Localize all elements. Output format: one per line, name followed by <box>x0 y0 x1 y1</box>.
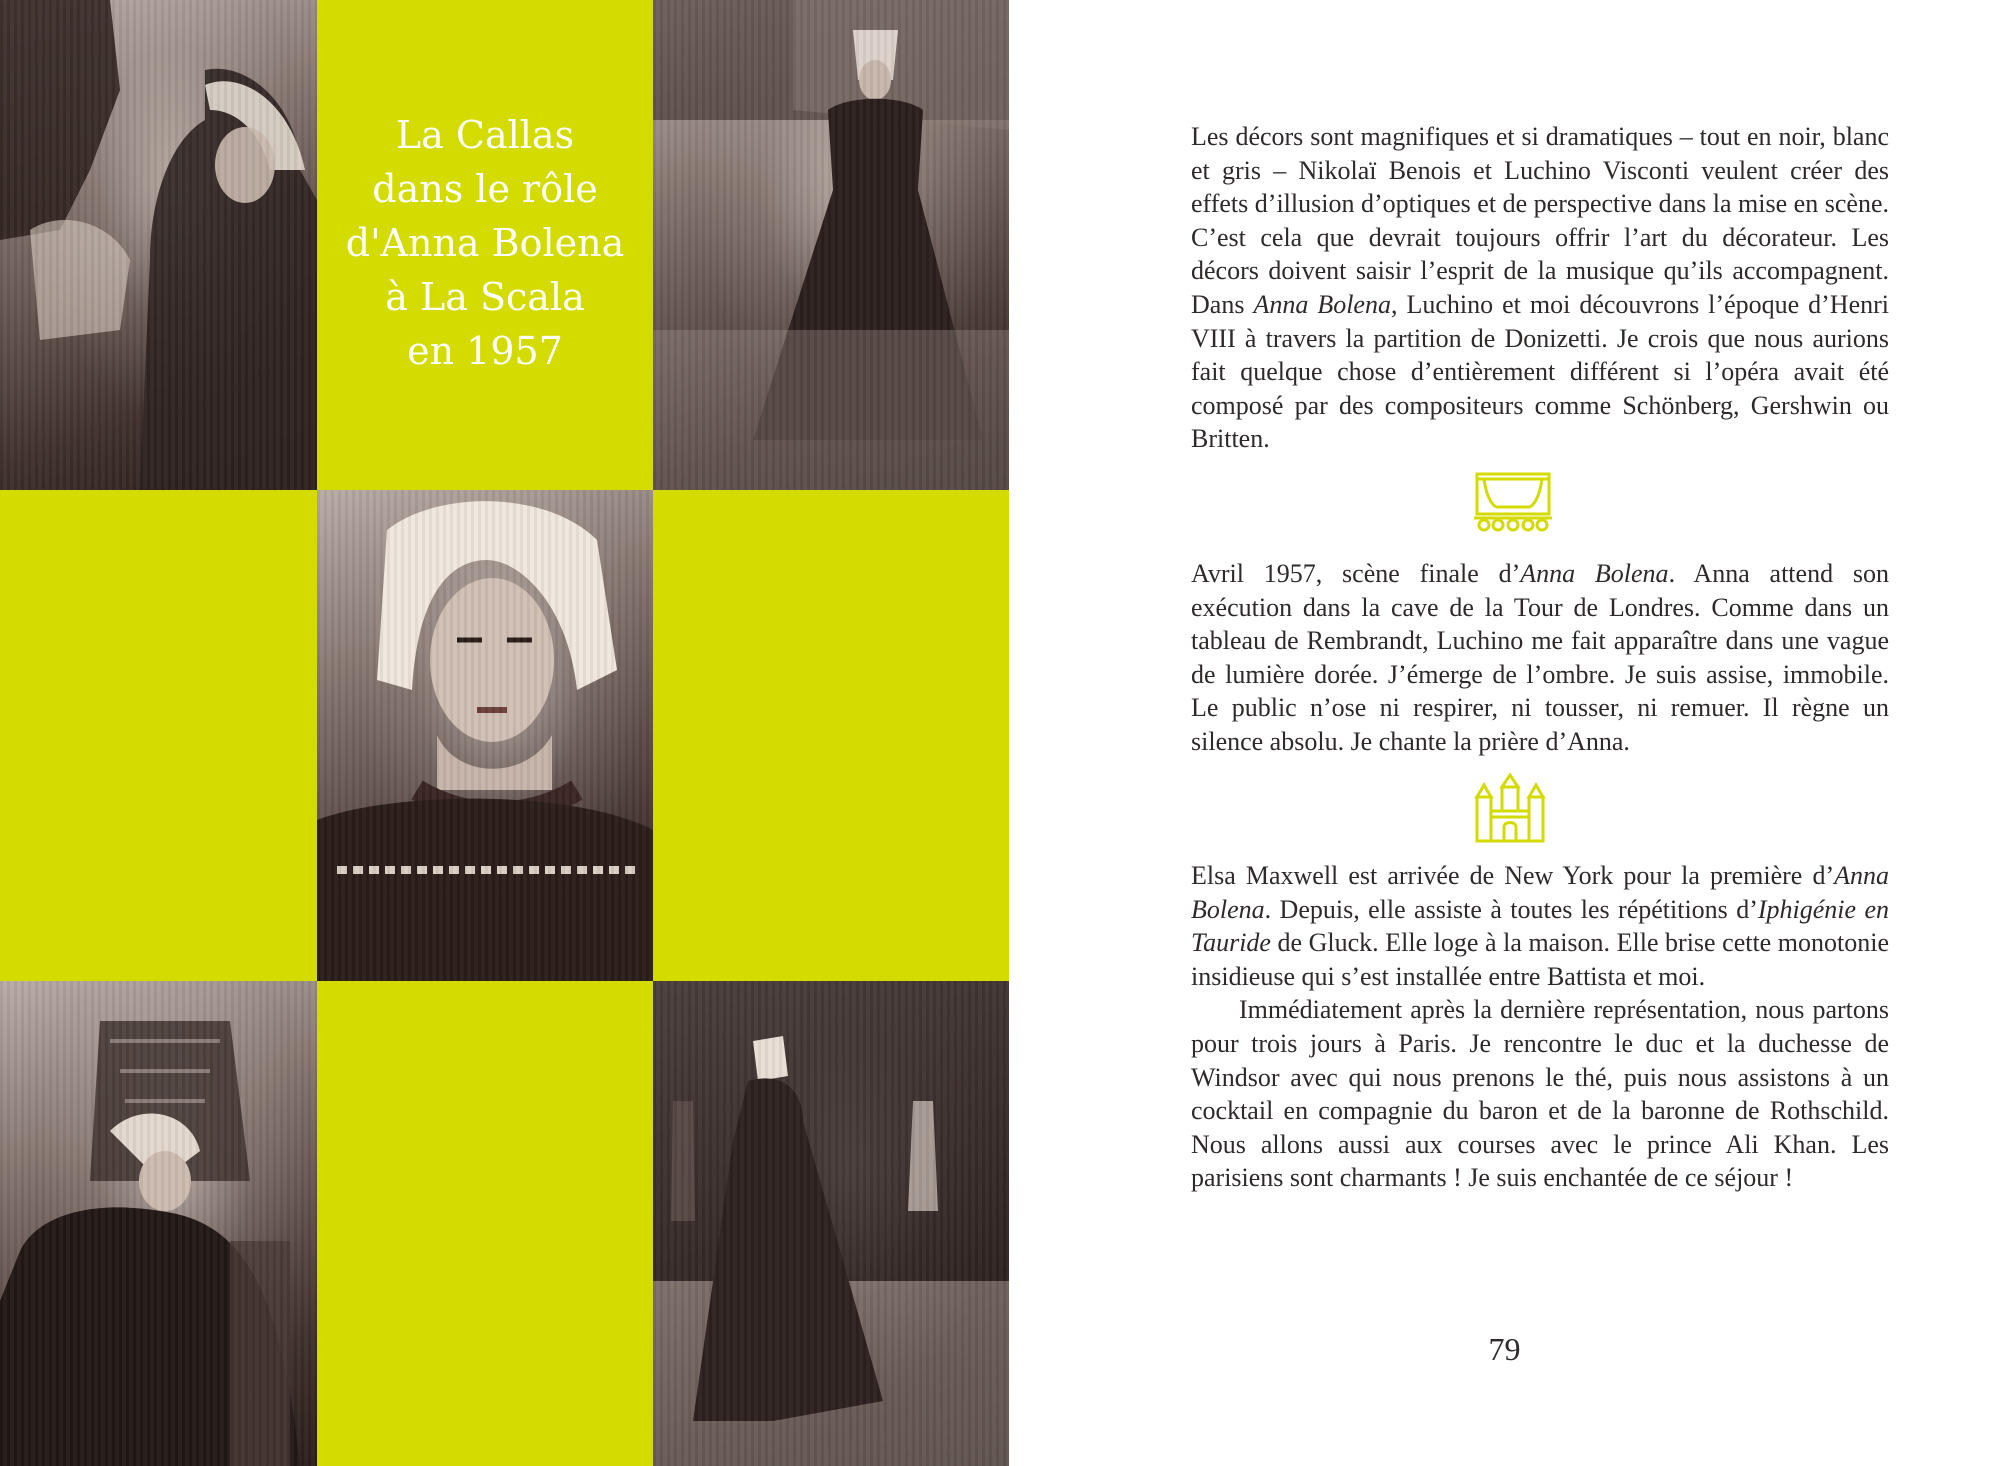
color-block <box>653 490 1009 981</box>
photo-callas-full-gown <box>653 0 1009 490</box>
photo-silhouette <box>653 0 1009 490</box>
caption-line: dans le rôle <box>372 167 598 211</box>
photo-callas-closeup <box>317 490 653 981</box>
text-block-final-scene <box>1191 557 1889 759</box>
photo-silhouette <box>0 981 317 1466</box>
paragraph-paris-trip: Immédiatement après la dernière représentation, nous partons pour trois jours à Paris. Je rencontre le duc et la duchesse de Windsor avec qui nous prenons le thé, puis nous assistons à un cocktail en compagnie du baron et de la baronne de Rothschild. Nous allons aussi aux courses avec le prince Ali Khan. Les parisiens sont charmants ! Je suis enchantée de ce séjour ! <box>1191 995 1889 1193</box>
text-block-decors <box>1191 120 1889 456</box>
paragraph-elsa-maxwell <box>1191 859 1889 993</box>
curtain-stage-icon <box>1474 471 1552 533</box>
caption-panel <box>317 0 653 490</box>
page-number: 79 <box>1488 1331 1521 1367</box>
photo-callas-with-partner <box>0 0 317 490</box>
photo-silhouette <box>653 981 1009 1466</box>
photo-callas-throne <box>0 981 317 1466</box>
paragraph-decors <box>1191 120 1889 456</box>
text-run: Les décors sont magnifiques et si dramatiques – tout en noir, blanc et gris – Nikolaï Benois et Luchino Visconti veulent créer des effets d’illusion d’optiques et de perspective dans la mise en scène. C’est cela que devrait toujours offrir l’art du décorateur. Les décors doivent saisir l’esprit de la musique qu’ils accompagnent. Dans <box>1191 122 1889 319</box>
italic-title: Anna Bolena <box>1191 861 1889 924</box>
italic-title: Anna Bolena <box>1253 289 1391 319</box>
text-run: Avril 1957, scène finale d’ <box>1191 559 1521 588</box>
text-run: . Anna attend son exécution dans la cave de la Tour de Londres. Comme dans un tableau de Rembrandt, Luchino me fait apparaître dans une vague de lumière dorée. J’émerge de l’ombre. Je suis assise, immobile. Le public n’ose ni respirer, ni tousser, ni remuer. Il règne un silence absolu. Je chante la prière d’Anna. <box>1191 559 1889 756</box>
caption-line: La Callas <box>395 113 575 157</box>
color-block <box>317 981 653 1466</box>
text-run: , Luchino et moi découvrons l’époque d’Henri VIII à travers la partition de Donizetti. Je crois que nous aurions fait quelque chose d’entièrement différent si l’opéra avait été composé par des compositeurs comme Schönberg, Gershwin ou Britten. <box>1191 289 1889 454</box>
photo-silhouette <box>317 490 653 981</box>
right-page-text <box>1009 0 2000 1466</box>
color-block <box>0 490 317 981</box>
castle-icon <box>1474 773 1546 843</box>
caption-line: d'Anna Bolena <box>345 221 625 265</box>
photo-caption <box>317 108 653 378</box>
text-run: de Gluck. Elle loge à la maison. Elle brise cette monotonie insidieuse qui s’est installée entre Battista et moi. <box>1191 928 1889 991</box>
italic-title: Anna Bolena <box>1520 559 1669 588</box>
photo-callas-on-stage <box>653 981 1009 1466</box>
text-run: . Depuis, elle assiste à toutes les répétitions d’ <box>1264 894 1758 924</box>
caption-line: à La Scala <box>385 275 585 319</box>
paragraph-final-scene <box>1191 557 1889 759</box>
text-run: Elsa Maxwell est arrivée de New York pour la première d’ <box>1191 861 1835 890</box>
caption-line: en 1957 <box>407 329 563 373</box>
photo-silhouette <box>0 0 317 490</box>
text-block-elsa-maxwell <box>1191 859 1889 1195</box>
italic-title: Iphigénie en Tauride <box>1191 894 1889 958</box>
